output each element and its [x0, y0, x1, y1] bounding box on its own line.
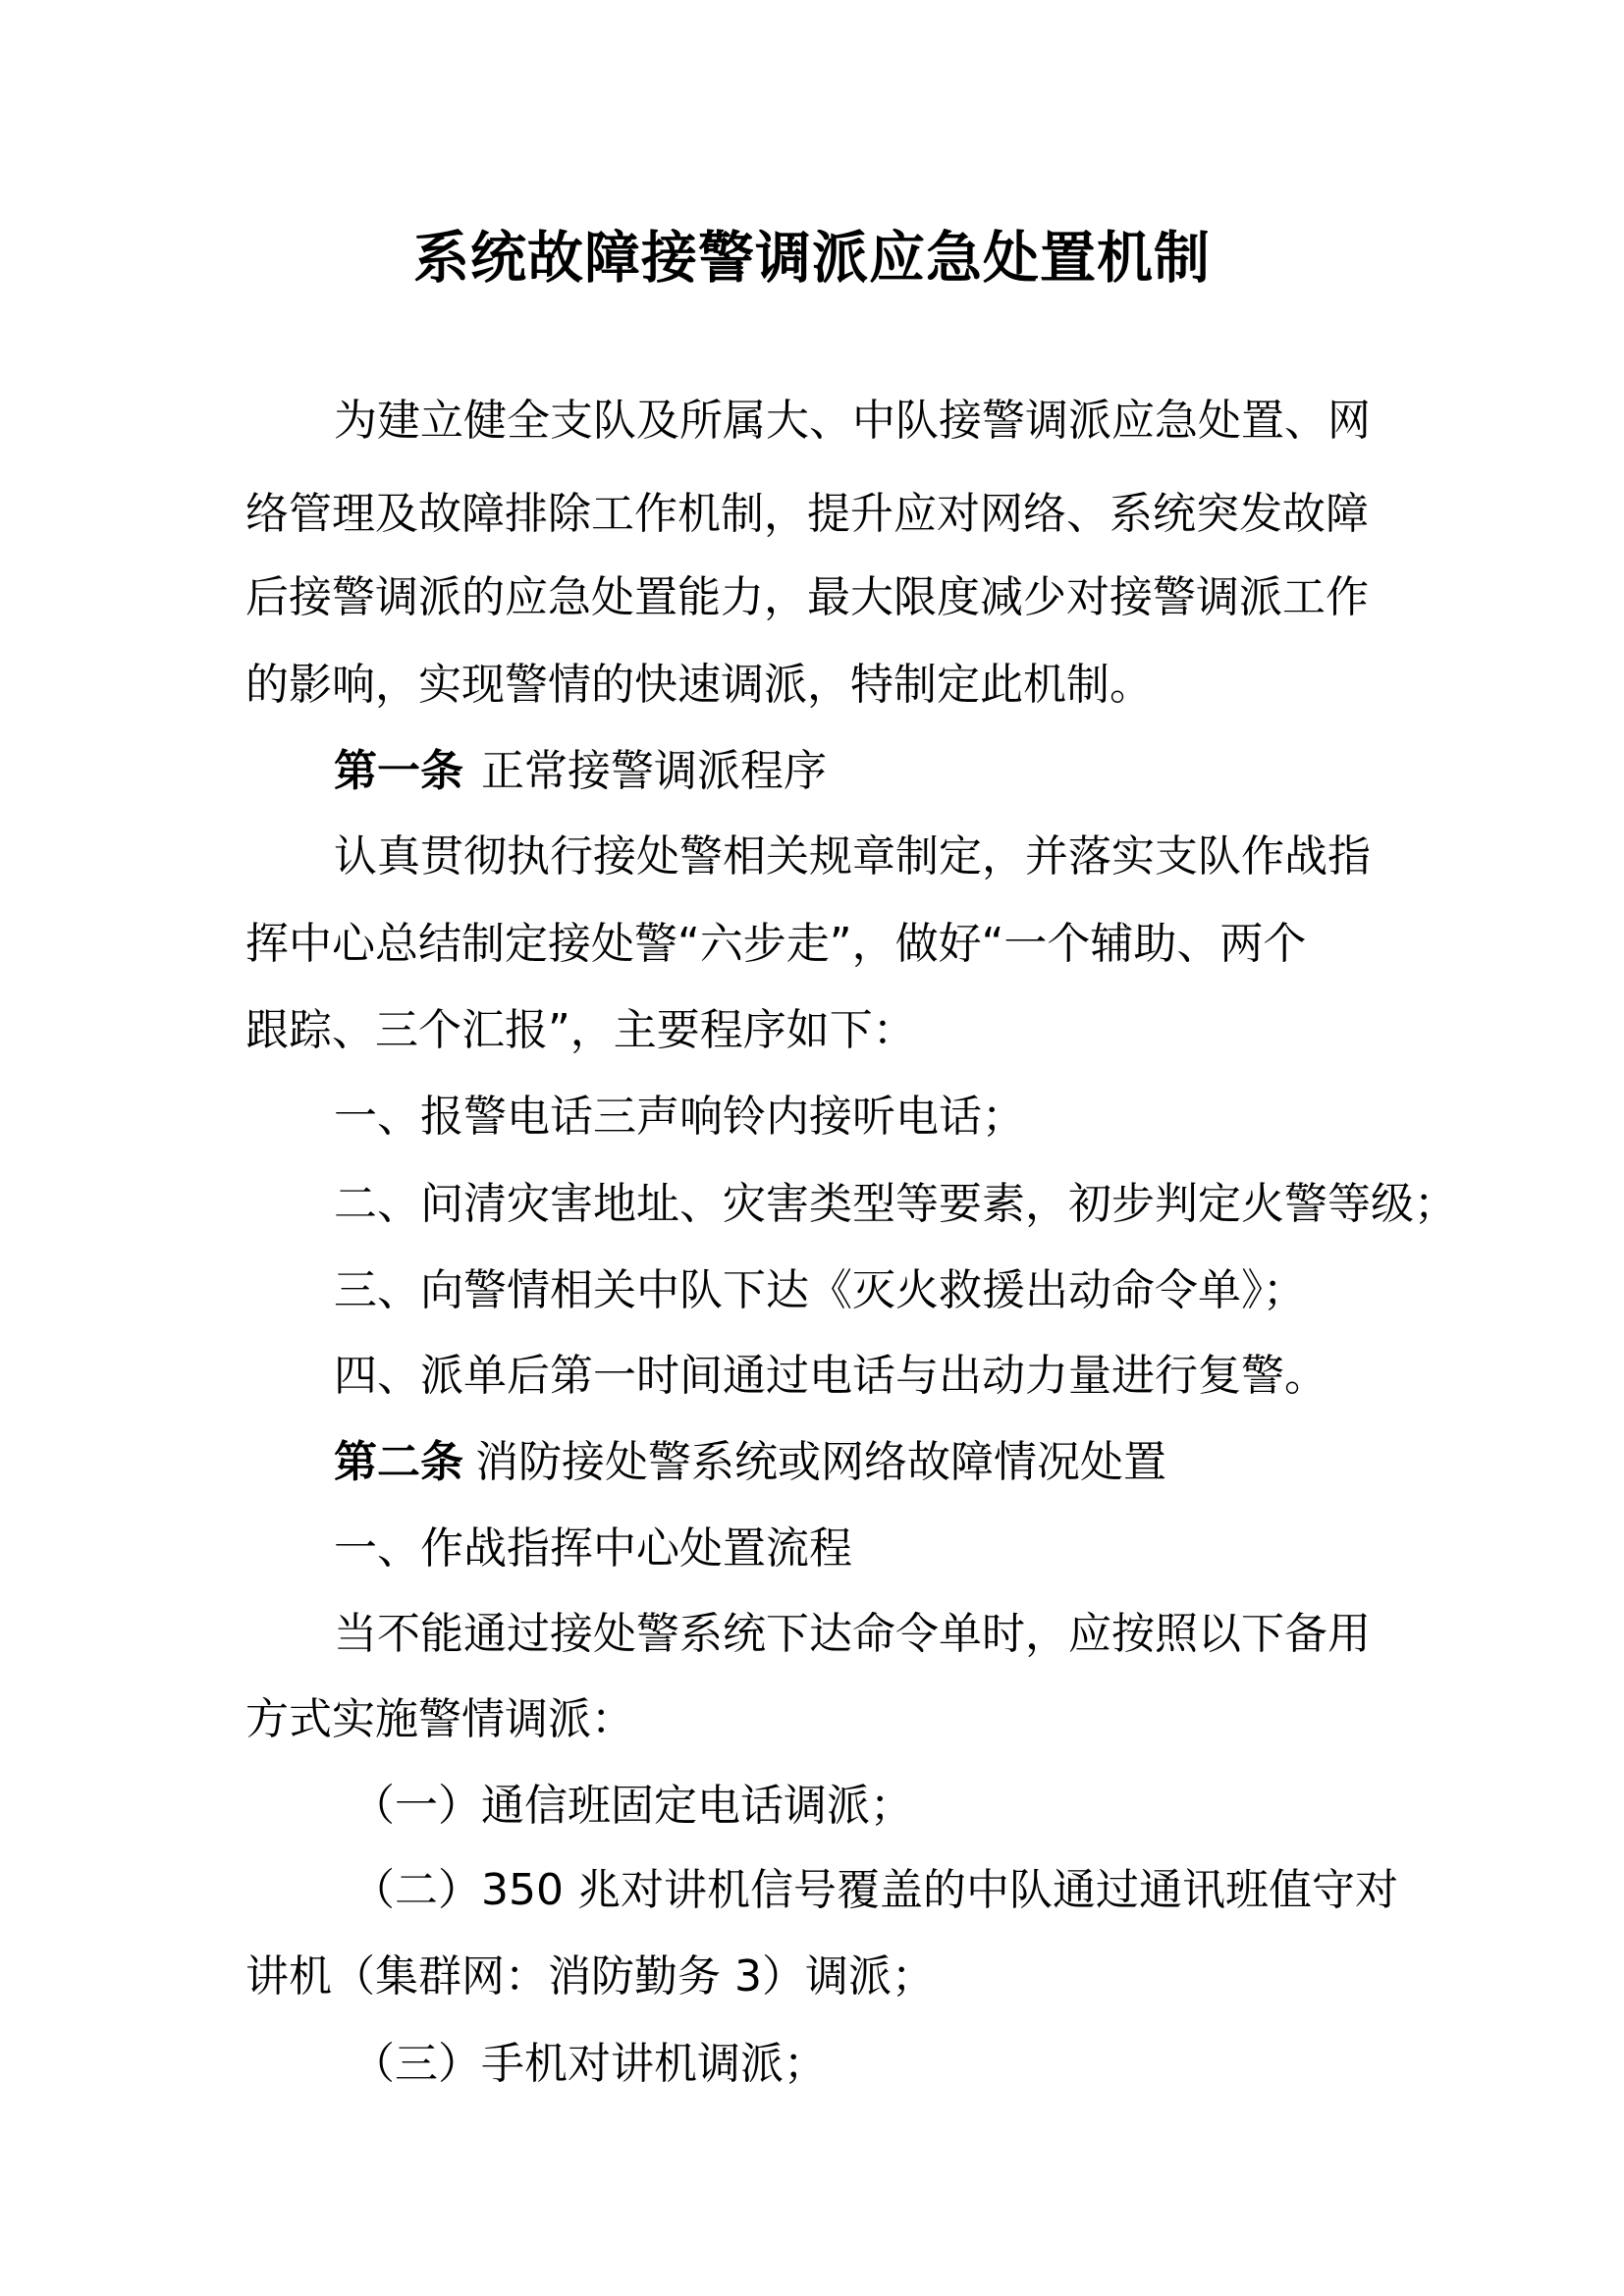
- article-1-step: 四、派单后第一时间通过电话与出动力量进行复警。: [334, 1351, 1327, 1401]
- article-2-list-item: （二）350 兆对讲机信号覆盖的中队通过通讯班值守对: [352, 1865, 1398, 1915]
- article-1-step: 二、问清灾害地址、灾害类型等要素，初步判定火警等级；: [334, 1179, 1457, 1229]
- article-2-paragraph-line: 方式实施警情调派：: [245, 1694, 634, 1744]
- article-2-heading-line: [334, 1435, 1166, 1490]
- article-2-list-item: （三）手机对讲机调派；: [352, 2039, 827, 2089]
- article-1-paragraph-line: 跟踪、三个汇报”，主要程序如下：: [245, 1005, 916, 1055]
- article-1-label: 第一条: [334, 746, 463, 796]
- document-title: 系统故障接警调派应急处置机制: [413, 226, 1211, 291]
- article-1-paragraph-line: 认真贯彻执行接处警相关规章制定，并落实支队作战指: [334, 831, 1371, 881]
- article-2-heading: 消防接处警系统或网络故障情况处置: [475, 1437, 1166, 1487]
- article-2-list-item-continuation: 讲机（集群网：消防勤务 3）调派；: [245, 1951, 935, 2002]
- article-2-list-item: （一）通信班固定电话调派；: [352, 1781, 913, 1831]
- article-1-heading: 正常接警调派程序: [481, 746, 827, 796]
- intro-line: 后接警调派的应急处置能力，最大限度减少对接警调派工作: [245, 572, 1369, 622]
- article-1-paragraph-line: 挥中心总结制定接处警“六步走”，做好“一个辅助、两个: [245, 919, 1307, 969]
- intro-line: 为建立健全支队及所属大、中队接警调派应急处置、网: [334, 396, 1371, 446]
- article-2-section-heading: 一、作战指挥中心处置流程: [334, 1523, 852, 1574]
- article-1-step: 一、报警电话三声响铃内接听电话；: [334, 1092, 1025, 1142]
- article-2-label: 第二条: [334, 1437, 463, 1487]
- intro-line: 的影响，实现警情的快速调派，特制定此机制。: [245, 660, 1153, 710]
- article-1-heading-line: [334, 744, 827, 799]
- intro-line: 络管理及故障排除工作机制，提升应对网络、系统突发故障: [245, 489, 1369, 539]
- article-1-step: 三、向警情相关中队下达《灭火救援出动命令单》；: [334, 1265, 1306, 1315]
- article-2-paragraph-line: 当不能通过接处警系统下达命令单时，应按照以下备用: [334, 1609, 1371, 1659]
